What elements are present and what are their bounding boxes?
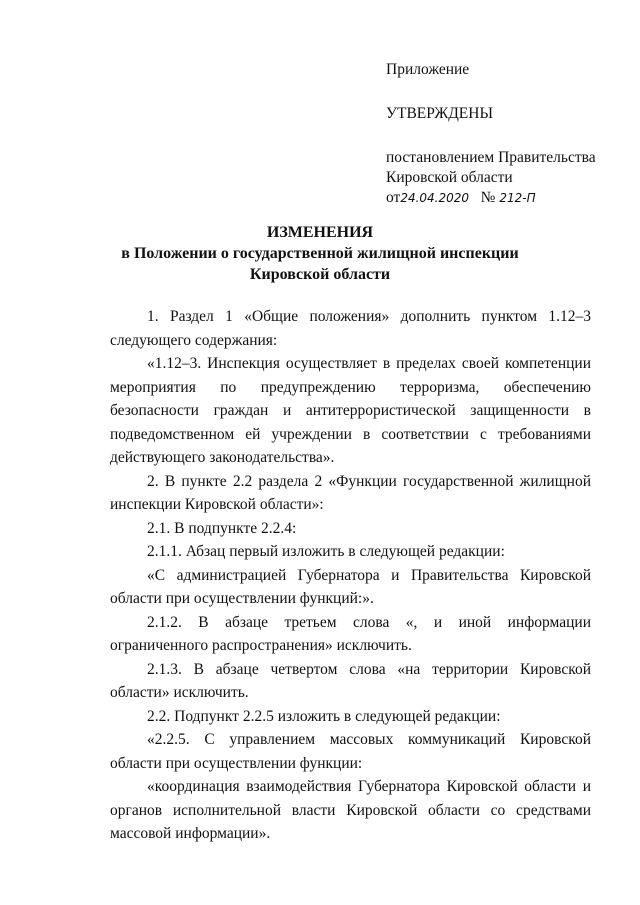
- title-line-1: ИЗМЕНЕНИЯ: [266, 224, 374, 241]
- paragraph-6: «С администрацией Губернатора и Правительства Кировской области при осуществлении функций:».: [110, 566, 591, 607]
- paragraph-1: 1. Раздел 1 «Общие положения» дополнить пунктом 1.12–3 следующего содержания:: [110, 308, 591, 349]
- paragraph-3: 2. В пункте 2.2 раздела 2 «Функции государственной жилищной инспекции Кировской области»:: [110, 472, 591, 513]
- handwritten-number: 212-П: [499, 191, 536, 205]
- approval-line-2: Кировской области: [386, 169, 513, 186]
- paragraph-2: «1.12–3. Инспекция осуществляет в пределах своей компетенции мероприятия по предупреждению терроризма, обеспечению безопасности граждан и антитеррористической защищенности в подведомственном ей учреждении в соответствии с требованиями действующего законодательства».: [110, 355, 591, 466]
- paragraph-9: 2.2. Подпункт 2.2.5 изложить в следующей редакции:: [147, 707, 501, 725]
- paragraph-4: 2.1. В подпункте 2.2.4:: [147, 519, 297, 537]
- number-prefix: №: [480, 189, 496, 206]
- approval-date-line: [386, 188, 596, 208]
- document-body: [110, 305, 591, 846]
- approval-block: [386, 60, 596, 208]
- document-title: [0, 222, 640, 285]
- title-line-3: Кировской области: [249, 266, 391, 283]
- paragraph-8: 2.1.3. В абзаце четвертом слова «на территории Кировской области» исключить.: [110, 660, 591, 701]
- paragraph-10: «2.2.5. С управлением массовых коммуникаций Кировской области при осуществлении функции:: [110, 731, 591, 772]
- title-line-2: в Положении о государственной жилищной инспекции: [121, 245, 519, 262]
- appendix-label: Приложение: [386, 61, 470, 78]
- paragraph-11: «координация взаимодействия Губернатора Кировской области и органов исполнительной власти Кировской области со средствами массовой информации».: [110, 778, 591, 842]
- paragraph-7: 2.1.2. В абзаце третьем слова «, и иной информации ограниченного распространения» исключить.: [110, 613, 591, 654]
- date-prefix: от: [386, 189, 401, 206]
- paragraph-5: 2.1.1. Абзац первый изложить в следующей редакции:: [147, 543, 505, 560]
- handwritten-date: 24.04.2020: [400, 191, 470, 205]
- approval-line-1: постановлением Правительства: [386, 149, 596, 166]
- approved-label: УТВЕРЖДЕНЫ: [386, 105, 493, 122]
